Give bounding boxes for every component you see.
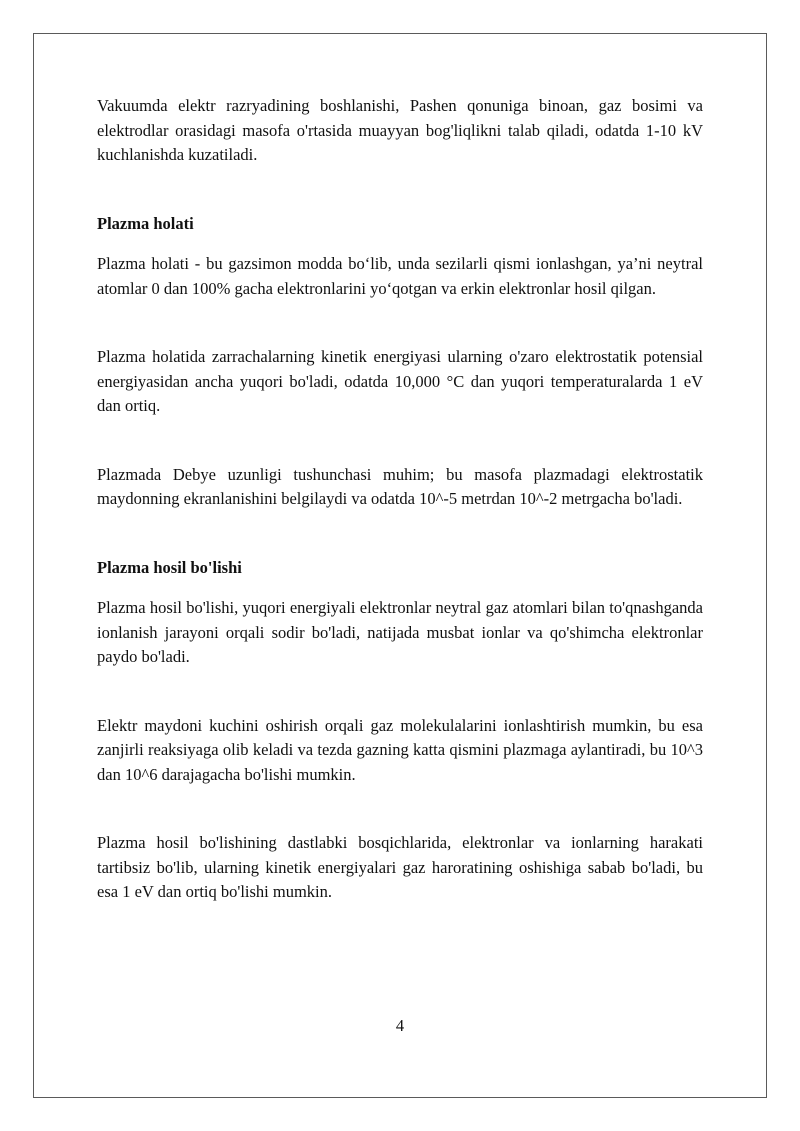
page-content (97, 94, 703, 905)
paragraph-electric-field: Elektr maydoni kuchini oshirish orqali gaz molekulalarini ionlashtirish mumkin, bu esa zanjirli reaksiyaga olib keladi va tezda gazning katta qismini plazmaga aylantiradi, bu 10^3 dan 10^6 darajagacha bo'lishi mumkin. (97, 715, 703, 784)
heading-plasma-formation: Plazma hosil bo'lishi (97, 557, 242, 577)
paragraph-plasma-definition: Plazma holati - bu gazsimon modda bo‘lib, unda sezilarli qismi ionlashgan, ya’ni neytral atomlar 0 dan 100% gacha elektronlarini yo‘qotgan va erkin elektronlar hosil qilgan. (97, 254, 703, 298)
heading-plasma-state: Plazma holati (97, 213, 194, 233)
paragraph-debye-length: Plazmada Debye uzunligi tushunchasi muhim; bu masofa plazmadagi elektrostatik maydonning ekranlanishini belgilaydi va odatda 10^-5 metrdan 10^-2 metrgacha bo'ladi. (97, 464, 703, 508)
paragraph-kinetic-energy: Plazma holatida zarrachalarning kinetik energiyasi ularning o'zaro elektrostatik potensial energiyasidan ancha yuqori bo'ladi, odatda 10,000 °C dan yuqori temperaturalarda 1 eV dan ortiq. (97, 347, 703, 415)
paragraph-ionization-process: Plazma hosil bo'lishi, yuqori energiyali elektronlar neytral gaz atomlari bilan to'qnashganda ionlanish jarayoni orqali sodir bo'ladi, natijada musbat ionlar va qo'shimcha elektronlar paydo bo'ladi. (97, 598, 703, 666)
page-number: 4 (395, 1016, 405, 1035)
paragraph-early-stages: Plazma hosil bo'lishining dastlabki bosqichlarida, elektronlar va ionlarning harakati tartibsiz bo'lib, ularning kinetik energiyalari gaz haroratining oshishiga sabab bo'ladi, bu esa 1 eV dan ortiq bo'lishi mumkin. (97, 833, 703, 901)
paragraph-vacuum-discharge: Vakuumda elektr razryadining boshlanishi, Pashen qonuniga binoan, gaz bosimi va elektrodlar orasidagi masofa o'rtasida muayyan bog'liqlikni talab qiladi, odatda 1-10 kV kuchlanishda kuzatiladi. (97, 96, 703, 164)
